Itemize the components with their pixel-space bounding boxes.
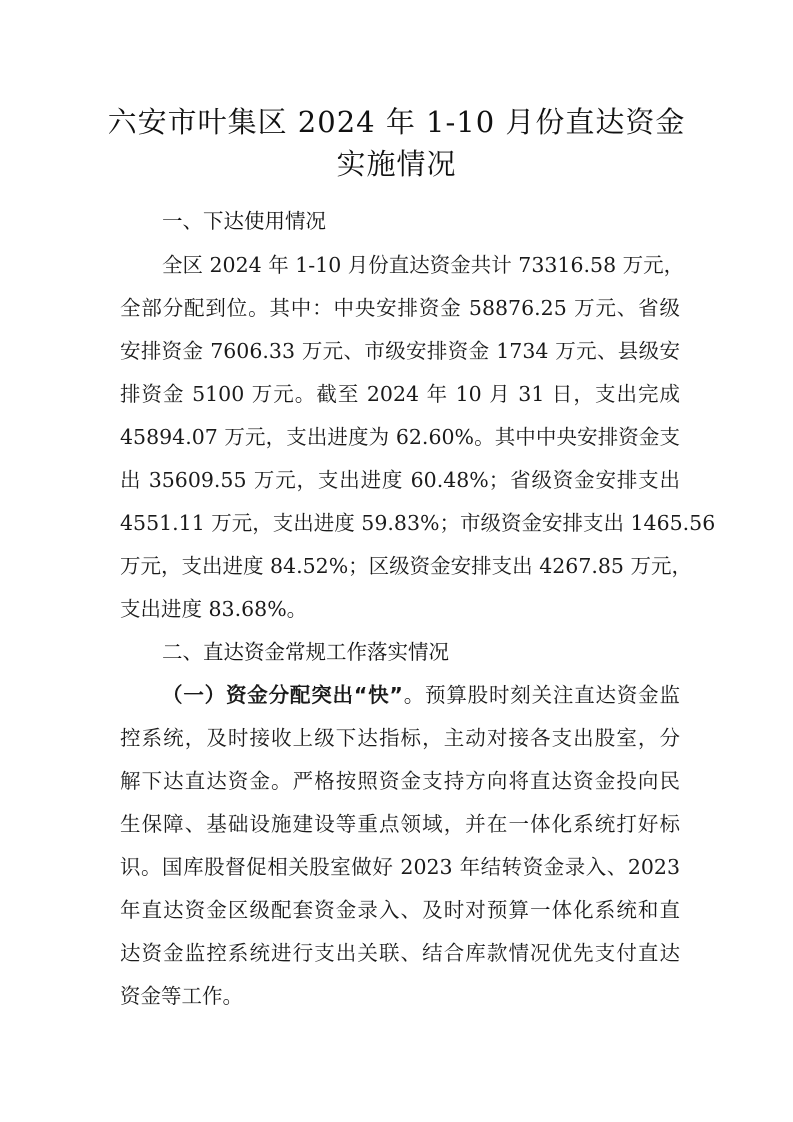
section-1-line: 安排资金 7606.33 万元、市级安排资金 1734 万元、县级安 <box>120 339 680 363</box>
section-2-line: 生保障、基础设施建设等重点领域，并在一体化系统打好标 <box>120 812 680 836</box>
section-1-heading: 一、下达使用情况 <box>162 209 326 233</box>
section-2-subheading-line <box>162 681 680 709</box>
document-title-line-2: 实施情况 <box>336 147 457 181</box>
section-1-line: 万元，支出进度 84.52%；区级资金安排支出 4267.85 万元， <box>120 554 692 578</box>
section-1-line: 支出进度 83.68%。 <box>120 597 308 621</box>
subsection-1-title: （一）资金分配突出“快” <box>162 683 403 707</box>
section-2-heading: 二、直达资金常规工作落实情况 <box>162 640 449 664</box>
section-1-line: 4551.11 万元，支出进度 59.83%；市级资金安排支出 1465.56 <box>120 511 716 535</box>
section-1-line: 全部分配到位。其中：中央安排资金 58876.25 万元、省级 <box>120 296 680 320</box>
section-2-line: 年直达资金区级配套资金录入、及时对预算一体化系统和直 <box>120 898 680 922</box>
section-2-line: 资金等工作。 <box>120 984 243 1008</box>
section-1-line: 出 35609.55 万元，支出进度 60.48%；省级资金安排支出 <box>120 468 680 492</box>
section-2-line: 控系统，及时接收上级下达指标，主动对接各支出股室，分 <box>120 726 680 750</box>
section-2-line: 达资金监控系统进行支出关联、结合库款情况优先支付直达 <box>120 941 680 965</box>
section-2-line: 解下达直达资金。严格按照资金支持方向将直达资金投向民 <box>120 769 680 793</box>
section-1-line: 排资金 5100 万元。截至 2024 年 10 月 31 日，支出完成 <box>120 382 680 406</box>
section-1-line: 45894.07 万元，支出进度为 62.60%。其中中央安排资金支 <box>120 425 680 449</box>
section-1-line: 全区 2024 年 1-10 月份直达资金共计 73316.58 万元， <box>162 253 685 277</box>
document-title-line-1: 六安市叶集区 2024 年 1-10 月份直达资金 <box>107 105 686 139</box>
section-2-line: 识。国库股督促相关股室做好 2023 年结转资金录入、2023 <box>120 855 680 879</box>
subsection-1-lead-text: 。预算股时刻关注直达资金监 <box>402 683 680 707</box>
